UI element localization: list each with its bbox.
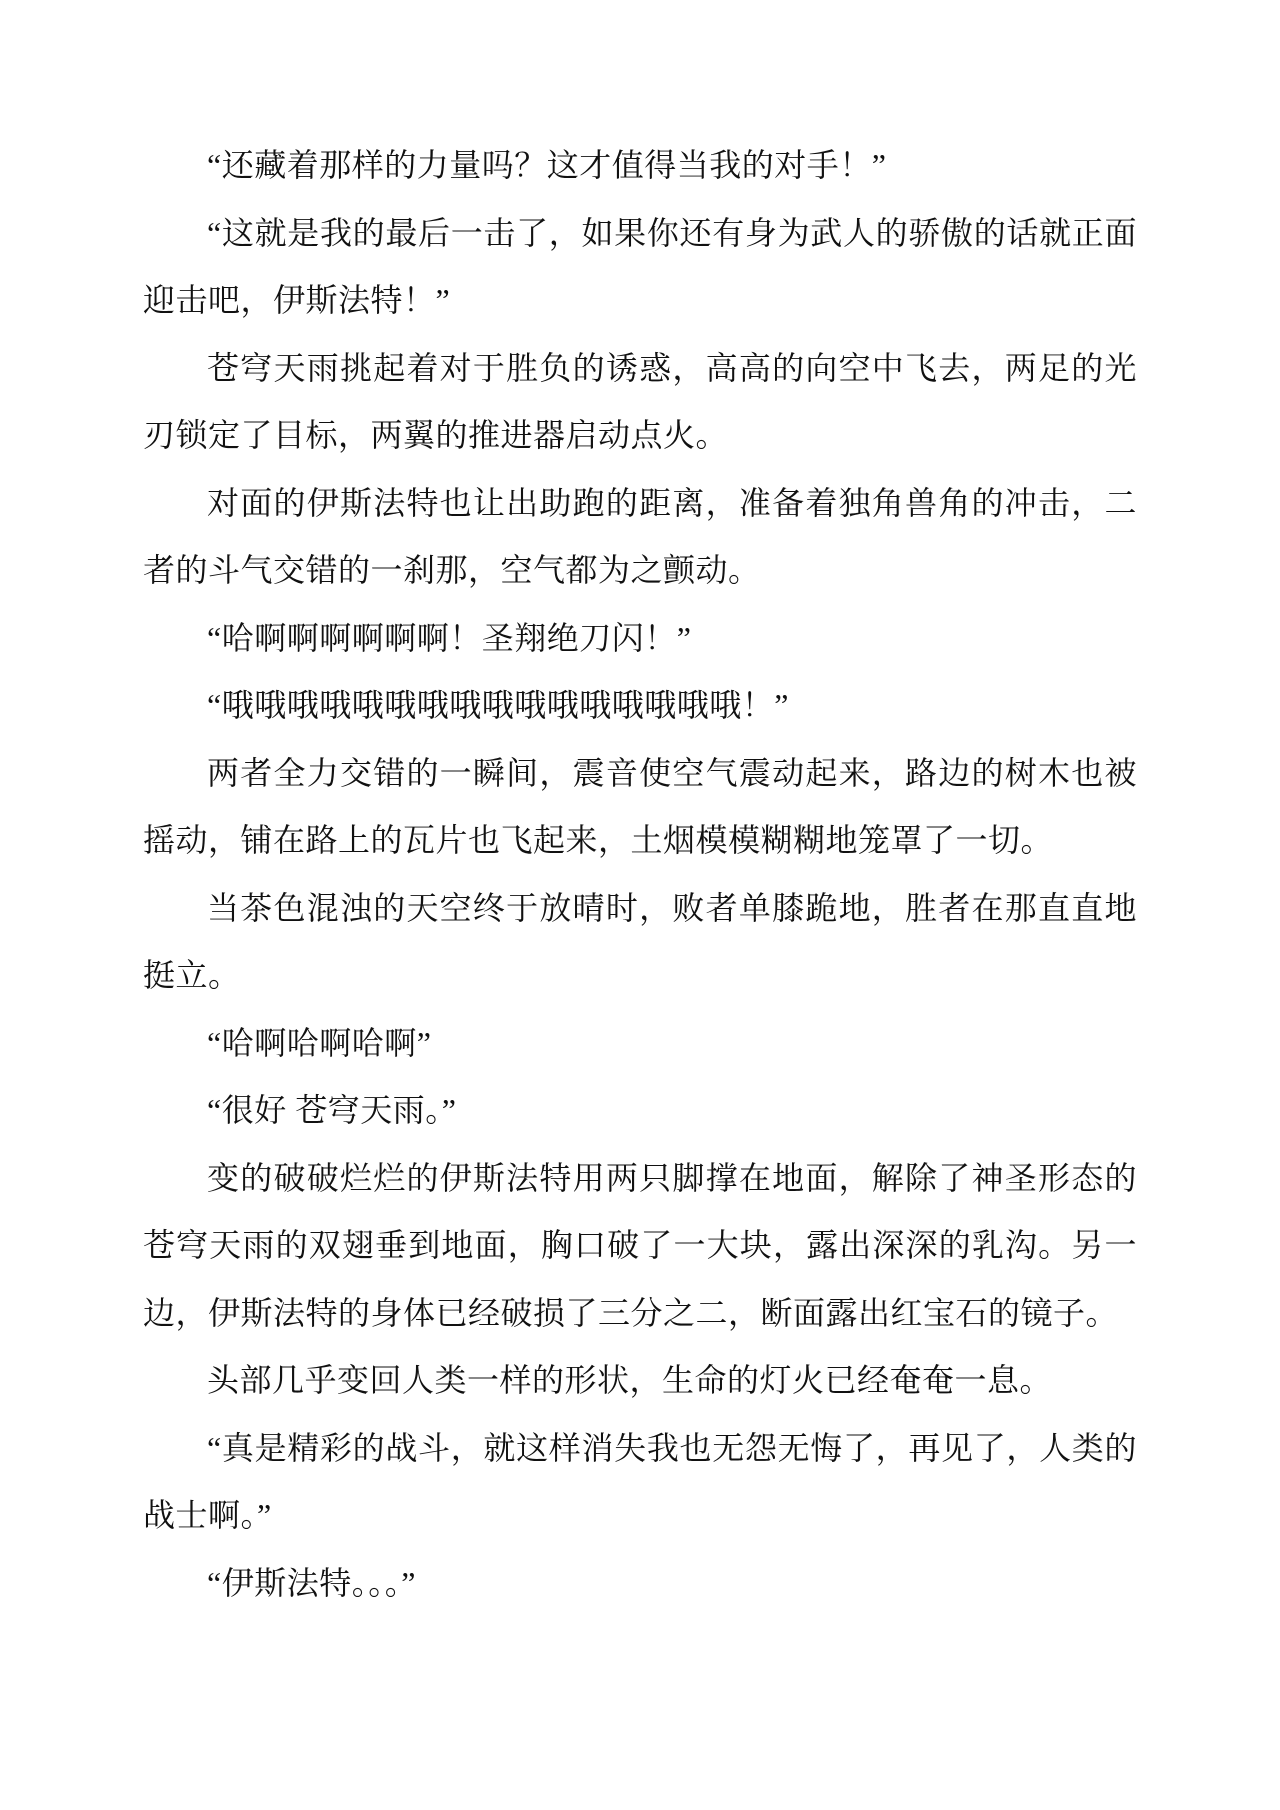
paragraph: “真是精彩的战斗，就这样消失我也无怨无悔了，再见了，人类的战士啊。” bbox=[143, 1429, 1137, 1533]
paragraph: “哦哦哦哦哦哦哦哦哦哦哦哦哦哦哦哦！” bbox=[207, 687, 789, 723]
paragraph: “哈啊哈啊哈啊” bbox=[207, 1024, 432, 1061]
paragraph: 对面的伊斯法特也让出助跑的距离，准备着独角兽角的冲击，二者的斗气交错的一刹那，空气都为之颤动。 bbox=[143, 484, 1137, 588]
paragraph: “哈啊啊啊啊啊啊！圣翔绝刀闪！” bbox=[207, 619, 692, 656]
paragraph: “很好 苍穹天雨。” bbox=[207, 1092, 457, 1128]
paragraph: 变的破破烂烂的伊斯法特用两只脚撑在地面，解除了神圣形态的苍穹天雨的双翅垂到地面，胸口破了一大块，露出深深的乳沟。另一边，伊斯法特的身体已经破损了三分之二，断面露出红宝石的镜子。 bbox=[143, 1159, 1137, 1331]
paragraph: 当茶色混浊的天空终于放晴时，败者单膝跪地，胜者在那直直地挺立。 bbox=[143, 889, 1137, 993]
paragraph: “还藏着那样的力量吗？这才值得当我的对手！” bbox=[207, 147, 887, 183]
paragraph: 苍穹天雨挑起着对于胜负的诱惑，高高的向空中飞去，两足的光刃锁定了目标，两翼的推进器启动点火。 bbox=[143, 349, 1137, 453]
paragraph: “伊斯法特。。。” bbox=[207, 1564, 416, 1601]
document-text-body bbox=[143, 132, 1137, 1617]
paragraph: “这就是我的最后一击了，如果你还有身为武人的骄傲的话就正面迎击吧，伊斯法特！” bbox=[143, 214, 1137, 318]
paragraph: 头部几乎变回人类一样的形状，生命的灯火已经奄奄一息。 bbox=[207, 1362, 1053, 1398]
paragraph: 两者全力交错的一瞬间，震音使空气震动起来，路边的树木也被摇动，铺在路上的瓦片也飞起来，土烟模模糊糊地笼罩了一切。 bbox=[143, 754, 1137, 858]
